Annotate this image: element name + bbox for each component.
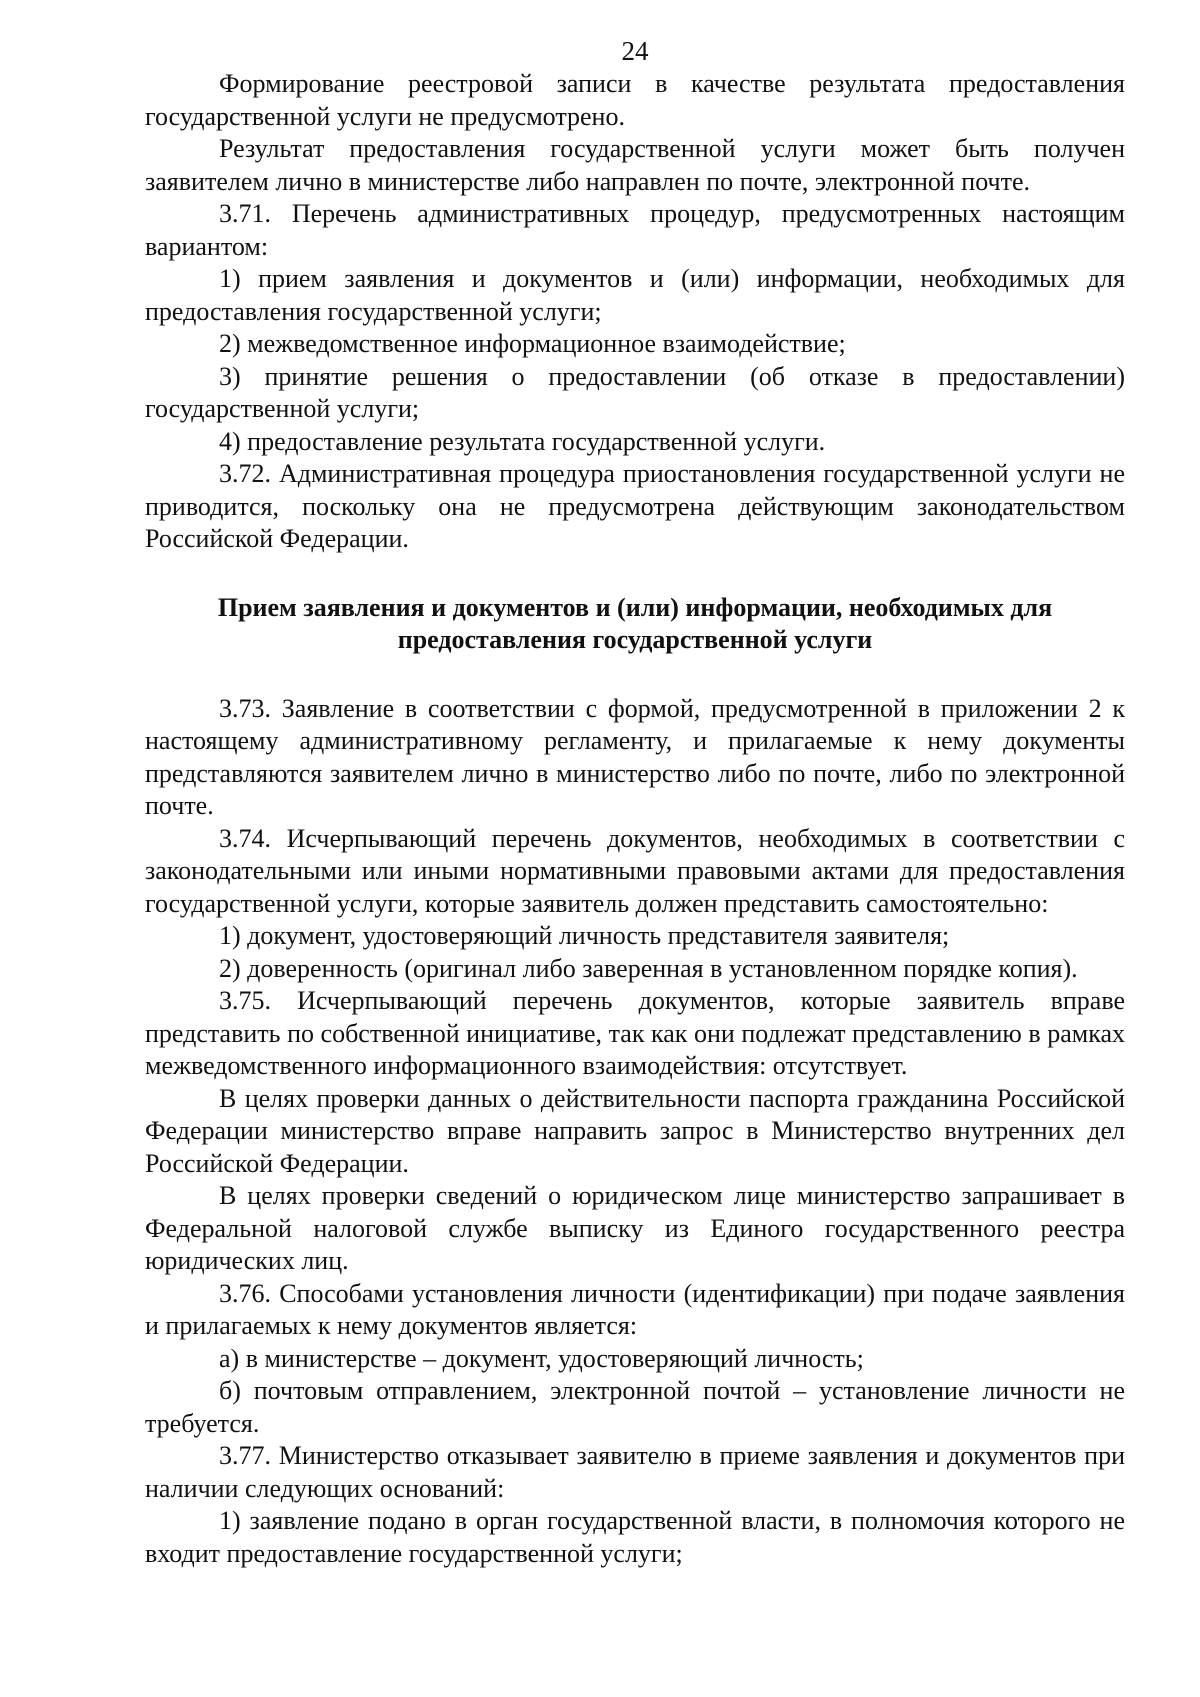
- paragraph-clause-3-71: 3.71. Перечень административных процедур, предусмотренных настоящим вариантом:: [145, 199, 1125, 261]
- section-after-heading: [145, 693, 1125, 1571]
- heading-spacer: [145, 657, 1125, 693]
- list-item: 4) предоставление результата государственной услуги.: [219, 426, 826, 456]
- paragraph-clause-3-73: 3.73. Заявление в соответствии с формой, предусмотренной в приложении 2 к настоящему административному регламенту, и прилагаемые к нему документы представляются заявителем лично в министерство либо по почте, либо по электронной почте.: [145, 693, 1125, 820]
- section-before-heading: [145, 68, 1125, 556]
- list-item: 2) доверенность (оригинал либо заверенная в установленном порядке копия).: [219, 953, 1078, 983]
- section-heading-line: Прием заявления и документов и (или) информации, необходимых для: [217, 592, 1053, 622]
- paragraph: Формирование реестровой записи в качестве результата предоставления государственной услуги не предусмотрено.: [145, 69, 1125, 131]
- paragraph-clause-3-76: 3.76. Способами установления личности (идентификации) при подаче заявления и прилагаемых к нему документов является:: [145, 1278, 1125, 1340]
- paragraph: Результат предоставления государственной услуги может быть получен заявителем лично в министерстве либо направлен по почте, электронной почте.: [145, 134, 1125, 196]
- section-heading: [145, 592, 1125, 657]
- list-item: б) почтовым отправлением, электронной почтой – установление личности не требуется.: [145, 1376, 1125, 1438]
- list-item: 1) документ, удостоверяющий личность представителя заявителя;: [219, 921, 950, 950]
- page-number: 24: [621, 36, 649, 66]
- list-item: 2) межведомственное информационное взаимодействие;: [219, 329, 846, 358]
- document-page: [145, 30, 1125, 1570]
- list-item: 1) заявление подано в орган государственной власти, в полномочия которого не входит предоставление государственной услуги;: [145, 1506, 1125, 1568]
- list-item: 3) принятие решения о предоставлении (об отказе в предоставлении) государственной услуги;: [145, 361, 1125, 423]
- paragraph: В целях проверки сведений о юридическом лице министерство запрашивает в Федеральной налоговой службе выписку из Единого государственного реестра юридических лиц.: [145, 1181, 1125, 1275]
- list-item: а) в министерстве – документ, удостоверяющий личность;: [219, 1343, 864, 1373]
- paragraph-clause-3-74: 3.74. Исчерпывающий перечень документов, необходимых в соответствии с законодательными или иными нормативными правовыми актами для предоставления государственной услуги, которые заявитель должен представить самостоятельно:: [145, 823, 1125, 918]
- paragraph: В целях проверки данных о действительности паспорта гражданина Российской Федерации министерство вправе направить запрос в Министерство внутренних дел Российской Федерации.: [145, 1083, 1125, 1178]
- section-heading-line: предоставления государственной услуги: [397, 625, 873, 654]
- list-item: 1) прием заявления и документов и (или) информации, необходимых для предоставления государственной услуги;: [145, 264, 1125, 326]
- paragraph-clause-3-72: 3.72. Административная процедура приостановления государственной услуги не приводится, поскольку она не предусмотрена действующим законодательством Российской Федерации.: [145, 459, 1125, 553]
- paragraph-clause-3-77: 3.77. Министерство отказывает заявителю в приеме заявления и документов при наличии следующих оснований:: [145, 1441, 1125, 1503]
- paragraph-clause-3-75: 3.75. Исчерпывающий перечень документов, которые заявитель вправе представить по собственной инициативе, так как они подлежат представлению в рамках межведомственного информационного взаимодействия: отсутствует.: [145, 986, 1125, 1080]
